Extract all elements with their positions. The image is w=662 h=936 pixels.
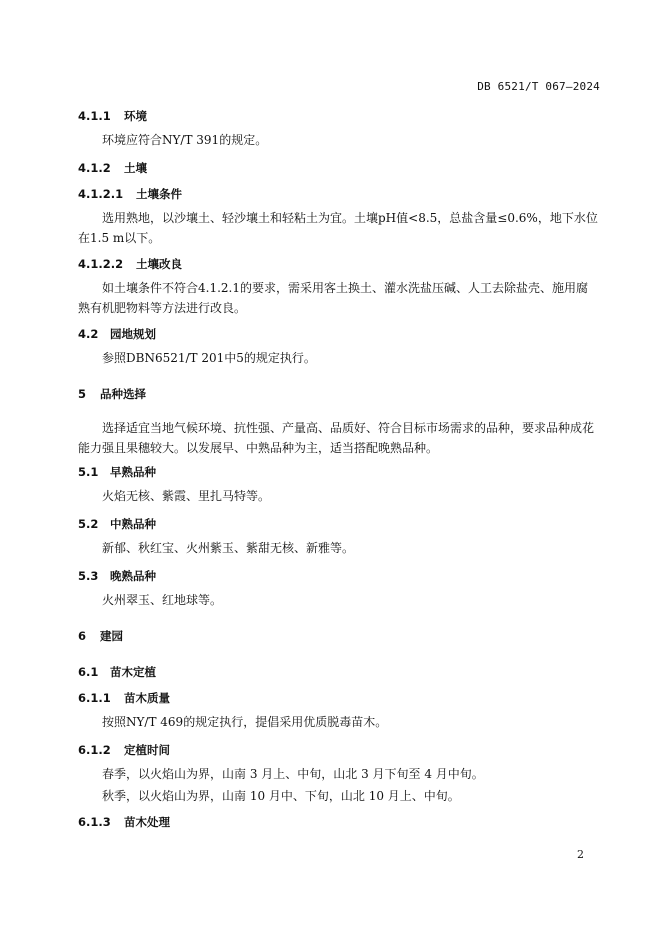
heading-number: 4.2 <box>78 327 99 341</box>
heading-4-2 <box>78 326 156 342</box>
heading-6-1-1 <box>78 690 170 706</box>
heading-title: 早熟品种 <box>110 465 157 479</box>
paragraph: 春季，以火焰山为界，山南 3 月上、中旬，山北 3 月下旬至 4 月中旬。 <box>102 767 484 781</box>
heading-title: 苗木处理 <box>124 815 171 829</box>
heading-4-1-2-1 <box>78 186 182 202</box>
heading-5-1 <box>78 464 156 480</box>
heading-number: 5.1 <box>78 465 99 479</box>
heading-title: 环境 <box>124 109 148 123</box>
heading-number: 4.1.2.1 <box>78 187 124 201</box>
paragraph: 选择适宜当地气候环境、抗性强、产量高、品质好、符合目标市场需求的品种，要求品种成花能力强且果穗较大。以发展早、中熟品种为主，适当搭配晚熟品种。 <box>78 421 595 455</box>
heading-number: 5.3 <box>78 569 99 583</box>
paragraph: 选用熟地，以沙壤土、轻沙壤土和轻粘土为宜。土壤pH值<8.5，总盐含量≤0.6%，地下水位在1.5 m以下。 <box>78 211 598 245</box>
paragraph: 火焰无核、紫霞、里扎马特等。 <box>102 489 271 503</box>
heading-title: 苗木定植 <box>110 665 157 679</box>
heading-number: 6.1.3 <box>78 815 111 829</box>
heading-title: 品种选择 <box>100 387 147 401</box>
heading-number: 6 <box>78 629 87 643</box>
paragraph: 火州翠玉、红地球等。 <box>102 593 223 607</box>
document-number-header: DB 6521/T 067—2024 <box>477 80 600 93</box>
heading-title: 土壤 <box>124 161 148 175</box>
heading-title: 土壤条件 <box>136 187 183 201</box>
heading-number: 5 <box>78 387 87 401</box>
heading-6-1 <box>78 664 156 680</box>
heading-4-1-2 <box>78 160 147 176</box>
heading-5-2 <box>78 516 156 532</box>
heading-title: 园地规划 <box>110 327 157 341</box>
heading-title: 建园 <box>100 629 124 643</box>
heading-5-3 <box>78 568 156 584</box>
page-number: 2 <box>577 848 584 861</box>
paragraph: 环境应符合NY/T 391的规定。 <box>102 133 268 147</box>
paragraph: 秋季，以火焰山为界，山南 10 月中、下旬，山北 10 月上、中旬。 <box>102 789 460 803</box>
heading-5 <box>78 386 146 402</box>
heading-6-1-3 <box>78 814 170 830</box>
heading-number: 6.1.2 <box>78 743 111 757</box>
paragraph: 参照DBN6521/T 201中5的规定执行。 <box>102 351 316 365</box>
heading-title: 土壤改良 <box>136 257 183 271</box>
heading-title: 苗木质量 <box>124 691 171 705</box>
heading-number: 5.2 <box>78 517 99 531</box>
paragraph: 如土壤条件不符合4.1.2.1的要求，需采用客土换土、灌水洗盐压碱、人工去除盐壳、施用腐熟有机肥物料等方法进行改良。 <box>78 281 588 315</box>
heading-number: 6.1 <box>78 665 99 679</box>
heading-number: 4.1.2 <box>78 161 111 175</box>
heading-title: 中熟品种 <box>110 517 157 531</box>
paragraph: 按照NY/T 469的规定执行，提倡采用优质脱毒苗木。 <box>102 715 388 729</box>
heading-number: 6.1.1 <box>78 691 111 705</box>
heading-4-1-1 <box>78 108 147 124</box>
heading-number: 4.1.2.2 <box>78 257 124 271</box>
heading-number: 4.1.1 <box>78 109 111 123</box>
heading-4-1-2-2 <box>78 256 182 272</box>
heading-6-1-2 <box>78 742 170 758</box>
heading-title: 晚熟品种 <box>110 569 157 583</box>
heading-6 <box>78 628 123 644</box>
paragraph: 新郁、秋红宝、火州紫玉、紫甜无核、新雅等。 <box>102 541 355 555</box>
heading-title: 定植时间 <box>124 743 171 757</box>
